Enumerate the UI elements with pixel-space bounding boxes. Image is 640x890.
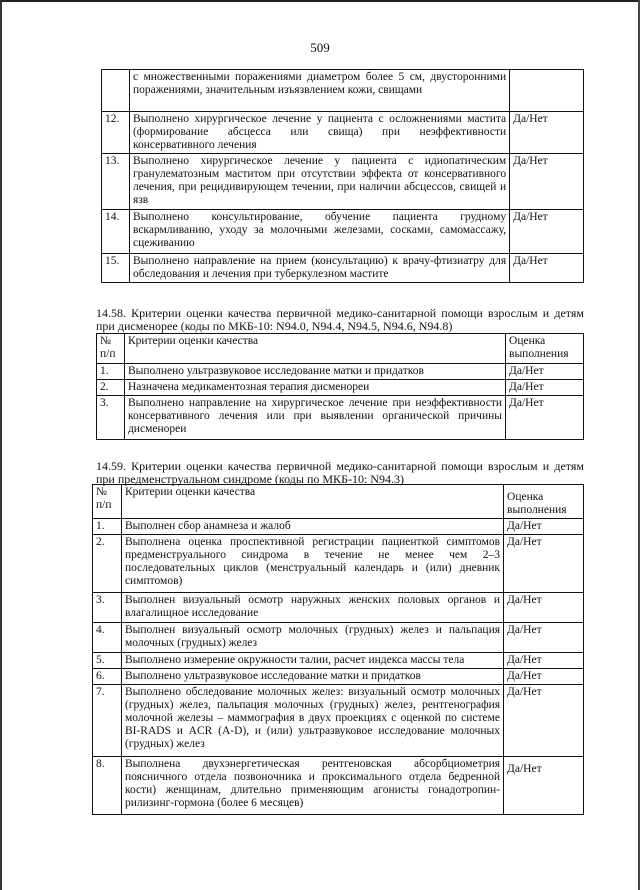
row-criterion: Выполнено ультразвуковое исследование матки и придатков xyxy=(124,364,505,380)
row-number: 5. xyxy=(93,653,122,669)
row-criterion: Выполнена оценка проспективной регистрации пациенткой симптомов предменструального синдрома в течение не менее чем 2–3 последовательных циклов (менструальный календарь и (или) дневник симптомов) xyxy=(121,535,503,593)
table-row xyxy=(93,757,584,815)
row-result: Да/Нет xyxy=(504,535,584,593)
header-number: № п/п xyxy=(93,485,122,519)
header-criteria: Критерии оценки качества xyxy=(124,334,505,364)
table-row xyxy=(97,396,584,440)
criteria-table-pms xyxy=(92,484,584,815)
row-number xyxy=(102,70,130,112)
section-title-14-58: 14.58. Критерии оценки качества первичной медико-санитарной помощи взрослым и детям при дисменорее (коды по МКБ-10: N94.0, N94.4, N94.5, N94.6, N94.8) xyxy=(96,306,584,333)
table-header-row xyxy=(97,334,584,364)
row-result: Да/Нет xyxy=(506,364,584,380)
row-number: 13. xyxy=(102,154,130,210)
row-criterion: с множественными поражениями диаметром более 5 см, двусторонними поражениями, значительным изъязвлением кожи, свищами xyxy=(129,70,509,112)
row-criterion: Выполнено хирургическое лечение у пациента с идиопатическим гранулематозным маститом при отсутствии эффекта от консервативного лечения, при рецидивирующем течении, при наличии абсцессов, свищей и язв xyxy=(129,154,509,210)
row-criterion: Выполнено хирургическое лечение у пациента с осложнениями мастита (формирование абсцесса или свища) при неэффективности консервативного лечения xyxy=(129,112,509,154)
scan-border-top xyxy=(0,0,640,2)
criteria-table-dysmenorrhea xyxy=(96,333,584,440)
table-row xyxy=(102,154,584,210)
row-number: 8. xyxy=(93,757,122,815)
table-row xyxy=(102,70,584,112)
table-row xyxy=(97,380,584,396)
row-number: 14. xyxy=(102,210,130,254)
table-row xyxy=(93,685,584,757)
scan-border-left xyxy=(0,0,2,890)
row-number: 3. xyxy=(93,593,122,623)
row-number: 12. xyxy=(102,112,130,154)
table-row xyxy=(93,593,584,623)
row-result: Да/Нет xyxy=(504,669,584,685)
row-criterion: Выполнен визуальный осмотр молочных (грудных) желез и пальпация молочных (грудных) желез xyxy=(121,623,503,653)
table-header-row xyxy=(93,485,584,519)
table-row xyxy=(93,535,584,593)
row-result: Да/Нет xyxy=(510,254,584,283)
row-result: Да/Нет xyxy=(506,380,584,396)
table-row xyxy=(93,623,584,653)
row-result: Да/Нет xyxy=(510,154,584,210)
row-number: 1. xyxy=(97,364,125,380)
row-number: 7. xyxy=(93,685,122,757)
row-criterion: Выполнено консультирование, обучение пациента грудному вскармливанию, уходу за молочными железами, сосками, самомассажу, сцеживанию xyxy=(129,210,509,254)
header-result: Оценка выполнения xyxy=(506,334,584,364)
table-row xyxy=(93,653,584,669)
row-result: Да/Нет xyxy=(506,396,584,440)
row-result: Да/Нет xyxy=(504,623,584,653)
row-criterion: Выполнено обследование молочных желез: визуальный осмотр молочных (грудных) желез, пальпация молочных (грудных) желез, рентгенография молочной железы – маммография в двух проекциях с оценкой по системе BI-RADS и ACR (A-D), и (или) ультразвуковое исследование молочных (грудных) желез xyxy=(121,685,503,757)
criteria-table-continued xyxy=(101,69,584,283)
row-number: 2. xyxy=(97,380,125,396)
row-criterion: Выполнено измерение окружности талии, расчет индекса массы тела xyxy=(121,653,503,669)
page-number: 509 xyxy=(310,40,330,55)
row-criterion: Выполнено направление на прием (консультацию) к врачу-фтизиатру для обследования и лечения при туберкулезном мастите xyxy=(129,254,509,283)
row-result: Да/Нет xyxy=(504,685,584,757)
table-row xyxy=(93,669,584,685)
row-criterion: Выполнено направление на хирургическое лечение при неэффективности консервативного лечения или при выявлении органической причины дисменореи xyxy=(124,396,505,440)
row-criterion: Выполнен сбор анамнеза и жалоб xyxy=(121,519,503,535)
header-criteria: Критерии оценки качества xyxy=(121,485,503,519)
table-row xyxy=(93,519,584,535)
table-row xyxy=(97,364,584,380)
row-number: 6. xyxy=(93,669,122,685)
row-result xyxy=(510,70,584,112)
row-number: 3. xyxy=(97,396,125,440)
header-result: Оценка выполнения xyxy=(504,485,584,519)
table-row xyxy=(102,210,584,254)
section-title-14-59: 14.59. Критерии оценки качества первичной медико-санитарной помощи взрослым и детям при предменструальном синдроме (коды по МКБ-10: N94.3) xyxy=(96,459,584,486)
row-result: Да/Нет xyxy=(510,112,584,154)
row-result: Да/Нет xyxy=(504,519,584,535)
table-row xyxy=(102,112,584,154)
row-result: Да/Нет xyxy=(504,593,584,623)
header-number: № п/п xyxy=(97,334,125,364)
row-number: 2. xyxy=(93,535,122,593)
row-criterion: Назначена медикаментозная терапия дисменореи xyxy=(124,380,505,396)
table-row xyxy=(102,254,584,283)
row-number: 1. xyxy=(93,519,122,535)
row-result: Да/Нет xyxy=(504,757,584,815)
row-number: 4. xyxy=(93,623,122,653)
row-result: Да/Нет xyxy=(504,653,584,669)
row-criterion: Выполнен визуальный осмотр наружных женских половых органов и влагалищное исследование xyxy=(121,593,503,623)
row-number: 15. xyxy=(102,254,130,283)
row-result: Да/Нет xyxy=(510,210,584,254)
row-criterion: Выполнено ультразвуковое исследование матки и придатков xyxy=(121,669,503,685)
row-criterion: Выполнена двухэнергетическая рентгеновская абсорбциометрия поясничного отдела позвоночника и проксимального отдела бедренной кости) женщинам, длительно применяющим агонисты гонадотропин-рилизинг-гормона (более 6 месяцев) xyxy=(121,757,503,815)
